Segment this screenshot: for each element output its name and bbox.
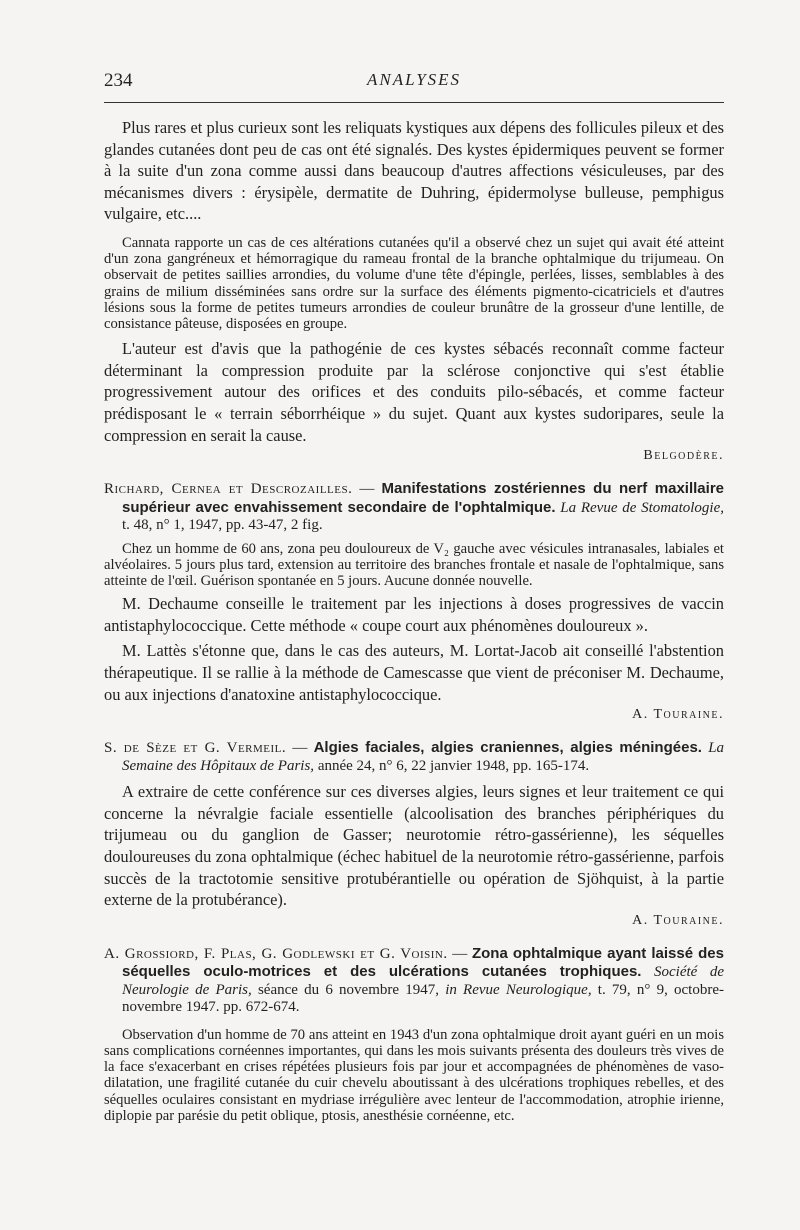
reference-details: t. 79, n° 9, octobre-novembre 1947. pp. 672-674. [122,981,724,1016]
reference-title: Algies faciales, algies craniennes, algies méningées. [313,739,702,757]
reference-dash: — [352,481,382,498]
header-rule [104,102,724,103]
page [104,64,724,1124]
paragraph: Chez un homme de 60 ans, zona peu douloureux de V₂ gauche avec vésicules intranasales, labiales et alvéolaires. 5 jours plus tard, extension au territoire des branches frontale et nasale de l'ophtalmique, sans atteinte de l'œil. Guérison spontanée en 5 jours. Aucune donnée nouvelle. [104,540,724,590]
reference-source: La Semaine des Hôpitaux de Paris, [122,740,725,774]
reference-authors: Richard, Cernea et Descrozailles. [104,481,353,498]
reference-details: année 24, n° 6, 22 janvier 1948, pp. 165-174. [314,757,590,774]
paragraph: M. Lattès s'étonne que, dans le cas des auteurs, M. Lortat-Jacob ait conseillé l'abstention thérapeutique. Il se rallie à la méthode de Camescasse que vient de préconiser M. Dechaume, ou aux injections d'anatoxine antistaphylococcique. [104,641,724,704]
signature: A. Touraine. [632,707,724,723]
reference-dash: — [286,740,314,757]
reference-dash: — [447,945,472,962]
reference-source: La Revue de Stomatologie, [560,499,724,516]
reference-authors: A. Grossiord, F. Plas, G. Godlewski et G. Voisin. [104,945,448,962]
reference-details: t. 48, n° 1, 1947, pp. 43-47, 2 fig. [122,517,323,534]
reference-source: Société de Neurologie de Paris, [122,964,724,998]
reference-authors: S. de Sèze et G. Vermeil. [104,740,287,757]
reference-details: séance du 6 novembre 1947, [251,981,446,998]
paragraph: A extraire de cette conférence sur ces diverses algies, leurs signes et leur traitement ce qui concerne la névralgie faciale essentielle (alcoolisation des branches périphériques du trijumeau ou du ganglion de Gasser; neurotomie rétro-gassérienne), les séquelles douloureuses du zona ophtalmique (échec habituel de la neurotomie rétro-gassérienne, parfois succès de la tractotomie sensitive protubérantielle ou opération de Sjöhquist, à la partie externe de la protubérance). [104,782,724,910]
signature: A. Touraine. [632,912,724,928]
reference-title: Zona ophtalmique ayant laissé des séquelles oculo-motrices et des ulcérations cutanées trophiques. [122,944,724,981]
paragraph: Plus rares et plus curieux sont les reliquats kystiques aux dépens des follicules pileux et des glandes cutanées dont peu de cas ont été signalés. Des kystes épidermiques peuvent se former à la suite d'un zona comme aussi dans beaucoup d'autres affections vésiculeuses, par des mécanismes divers : érysipèle, dermatite de Duhring, épidermolyse bulleuse, pemphigus vulgaire, etc.... [104,118,724,224]
reference-source: in Revue Neurologique, [445,981,592,998]
signature: Belgodère. [643,448,724,464]
paragraph: Observation d'un homme de 70 ans atteint en 1943 d'un zona ophtalmique droit ayant guéri en un mois sans complications cornéennes importantes, qui dans les mois suivants présenta des douleurs très vives de la face s'exacerbant en crises répétées plusieurs fois par jour et accompagnées de phénomènes de vaso-dilatation, une fragilité cutanée du cuir chevelu aboutissant à des ulcérations trophiques rebelles, et des séquelles oculaires consistant en mydriase irrégulière avec lenteur de l'accommodation, atrophie irienne, diplopie par parésie du petit oblique, ptosis, anesthésie cornéenne, etc. [104,1026,724,1124]
paragraph: Cannata rapporte un cas de ces altérations cutanées qu'il a observé chez un sujet qui avait été atteint d'un zona gangréneux et hémorragique du rameau frontal de la branche ophtalmique du trijumeau. On observait de petites saillies arrondies, du volume d'une tête d'épingle, perlées, lisses, semblables à des grains de milium disséminées sans ordre sur la surface des éléments pigmento-cicatriciels et d'autres lésions sous la forme de petites tumeurs arrondies de couleur brunâtre de la grosseur d'une lentille, de consistance pâteuse, disposées en groupe. [104,234,724,332]
paragraph: L'auteur est d'avis que la pathogénie de ces kystes sébacés reconnaît comme facteur déterminant la compression produite par la sclérose conjonctive qui s'est établie progressivement autour des orifices et des conduits pilo-sébacés, et comme facteur prédisposant le « terrain séborrhéique » du sujet. Quant aux kystes sudoripares, seule la compression en serait la cause. [104,339,724,445]
reference [104,739,724,775]
paragraph: M. Dechaume conseille le traitement par les injections à doses progressives de vaccin antistaphylococcique. Cette méthode « coupe court aux phénomènes douloureux ». [104,594,724,635]
running-title: ANALYSES [366,70,462,89]
reference [104,480,724,535]
page-number: 234 [104,70,133,91]
reference-title: Manifestations zostériennes du nerf maxillaire supérieur avec envahissement secondaire de l'ophtalmique. [122,480,724,516]
reference [104,945,724,1017]
page-header [104,64,724,94]
